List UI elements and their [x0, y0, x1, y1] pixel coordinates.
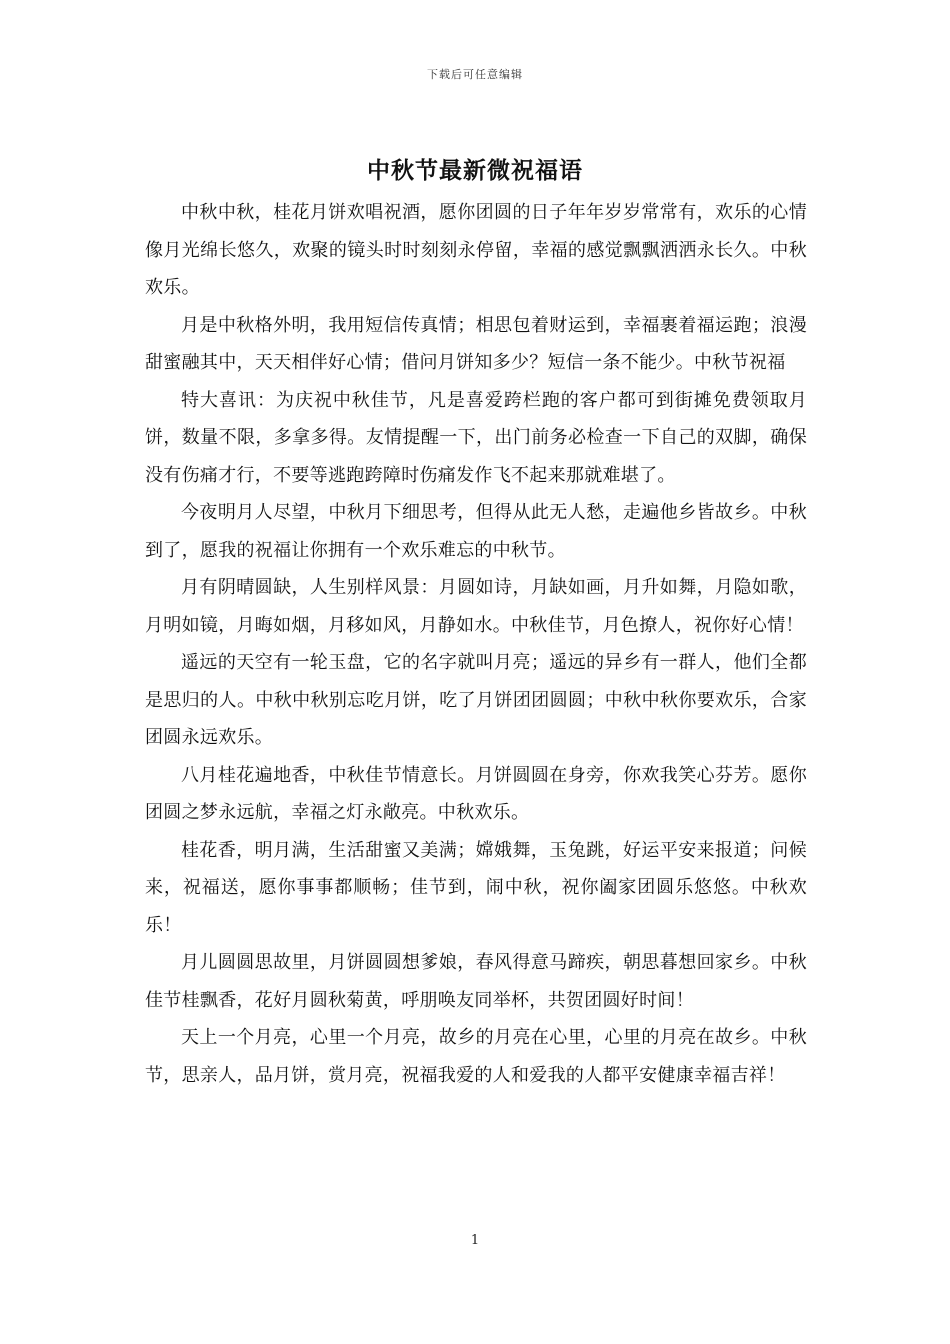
paragraph-10: 天上一个月亮，心里一个月亮，故乡的月亮在心里，心里的月亮在故乡。中秋节，思亲人，品月饼，赏月亮，祝福我爱的人和爱我的人都平安健康幸福吉祥！	[145, 1027, 807, 1086]
paragraph-2: 月是中秋格外明，我用短信传真情；相思包着财运到，幸福裹着福运跑；浪漫甜蜜融其中，天天相伴好心情；借问月饼知多少？短信一条不能少。中秋节祝福	[145, 314, 807, 373]
document-body	[145, 194, 807, 1094]
page-number: 1	[470, 1233, 480, 1248]
paragraph-1: 中秋中秋，桂花月饼欢唱祝酒，愿你团圆的日子年年岁岁常常有，欢乐的心情像月光绵长悠久，欢聚的镜头时时刻刻永停留，幸福的感觉飘飘洒洒永长久。中秋欢乐。	[145, 202, 807, 298]
paragraph-9: 月儿圆圆思故里，月饼圆圆想爹娘，春风得意马蹄疾，朝思暮想回家乡。中秋佳节桂飘香，花好月圆秋菊黄，呼朋唤友同举杯，共贺团圆好时间！	[145, 952, 807, 1011]
document-title: 中秋节最新微祝福语	[367, 157, 583, 184]
paragraph-6: 遥远的天空有一轮玉盘，它的名字就叫月亮；遥远的异乡有一群人，他们全都是思归的人。中秋中秋别忘吃月饼，吃了月饼团团圆圆；中秋中秋你要欢乐，合家团圆永远欢乐。	[145, 652, 807, 748]
header-note: 下载后可任意编辑	[427, 68, 523, 81]
paragraph-7: 八月桂花遍地香，中秋佳节情意长。月饼圆圆在身旁，你欢我笑心芬芳。愿你团圆之梦永远航，幸福之灯永敞亮。中秋欢乐。	[145, 764, 807, 823]
paragraph-8: 桂花香，明月满，生活甜蜜又美满；嫦娥舞，玉兔跳，好运平安来报道；问候来，祝福送，愿你事事都顺畅；佳节到，闹中秋，祝你阖家团圆乐悠悠。中秋欢乐！	[145, 839, 807, 936]
paragraph-3: 特大喜讯：为庆祝中秋佳节，凡是喜爱跨栏跑的客户都可到街摊免费领取月饼，数量不限，多拿多得。友情提醒一下，出门前务必检查一下自己的双脚，确保没有伤痛才行，不要等逃跑跨障时伤痛发作飞不起来那就难堪了。	[145, 389, 807, 486]
paragraph-5: 月有阴晴圆缺，人生别样风景：月圆如诗，月缺如画，月升如舞，月隐如歌，月明如镜，月晦如烟，月移如风，月静如水。中秋佳节，月色撩人，祝你好心情！	[145, 577, 807, 636]
paragraph-4: 今夜明月人尽望，中秋月下细思考，但得从此无人愁，走遍他乡皆故乡。中秋到了，愿我的祝福让你拥有一个欢乐难忘的中秋节。	[145, 502, 807, 561]
